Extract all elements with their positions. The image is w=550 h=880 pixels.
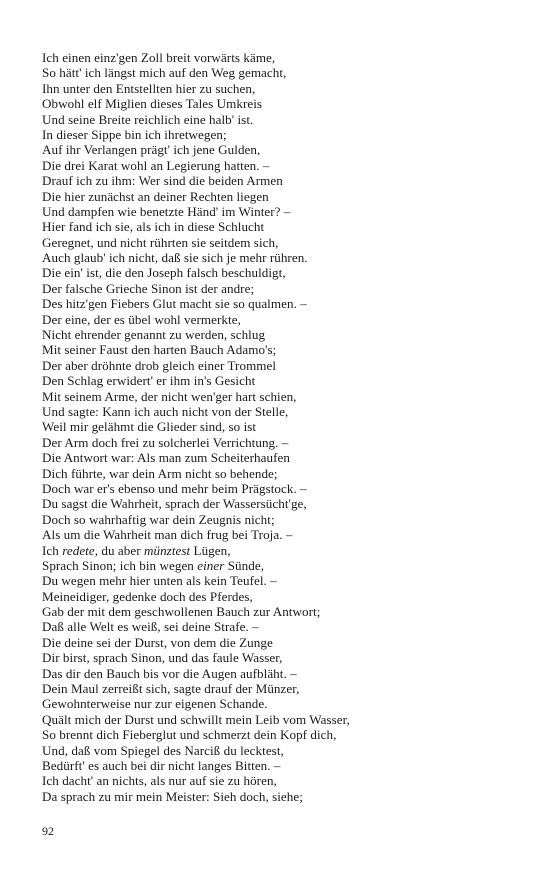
verse-line bbox=[42, 512, 522, 527]
verse-line bbox=[42, 81, 522, 96]
verse-text-run: Daß alle Welt es weiß, sei deine Strafe. – bbox=[42, 619, 259, 635]
verse-line bbox=[42, 342, 522, 357]
verse-text-run: Ich bbox=[42, 542, 63, 558]
verse-text bbox=[42, 50, 522, 804]
verse-line bbox=[42, 158, 522, 173]
verse-text-run: Dir birst, sprach Sinon, und das faule Wasser, bbox=[42, 650, 283, 666]
verse-line bbox=[42, 727, 522, 742]
verse-line bbox=[42, 235, 522, 250]
verse-line bbox=[42, 635, 522, 650]
verse-line bbox=[42, 604, 522, 619]
verse-line bbox=[42, 419, 522, 434]
emphasized-word: münztest bbox=[143, 542, 191, 558]
verse-line bbox=[42, 712, 522, 727]
verse-text-run: Auf ihr Verlangen prägt' ich jene Gulden, bbox=[42, 142, 261, 158]
verse-text-run: Dein Maul zerreißt sich, sagte drauf der Münzer, bbox=[42, 681, 300, 697]
verse-line bbox=[42, 127, 522, 142]
verse-line bbox=[42, 219, 522, 234]
verse-line bbox=[42, 265, 522, 280]
verse-text-run: Der aber dröhnte drob gleich einer Trommel bbox=[42, 357, 277, 373]
verse-text-run: Du wegen mehr hier unten als kein Teufel. – bbox=[42, 573, 277, 589]
verse-text-run: Das dir den Bauch bis vor die Augen aufbläht. – bbox=[42, 665, 297, 681]
verse-text-run: Doch so wahrhaftig war dein Zeugnis nicht; bbox=[42, 511, 275, 527]
verse-line bbox=[42, 773, 522, 788]
verse-text-run: Nicht ehrender genannt zu werden, schlug bbox=[42, 327, 266, 343]
verse-line bbox=[42, 312, 522, 327]
verse-text-run: Sprach Sinon; ich bin wegen bbox=[42, 557, 198, 573]
verse-text-run: Und sagte: Kann ich auch nicht von der Stelle, bbox=[42, 403, 289, 419]
emphasized-word: redete, bbox=[62, 542, 99, 558]
verse-text-run: Die drei Karat wohl an Legierung hatten. – bbox=[42, 157, 270, 173]
verse-line bbox=[42, 204, 522, 219]
verse-text-run: du aber bbox=[98, 542, 144, 558]
verse-text-run: Die Antwort war: Als man zum Scheiterhaufen bbox=[42, 450, 290, 466]
verse-text-run: Der falsche Grieche Sinon ist der andre; bbox=[42, 280, 255, 296]
verse-line bbox=[42, 96, 522, 111]
verse-line bbox=[42, 743, 522, 758]
verse-text-run: Ich einen einz'gen Zoll breit vorwärts käme, bbox=[42, 50, 276, 65]
verse-line bbox=[42, 296, 522, 311]
verse-text-run: Als um die Wahrheit man dich frug bei Troja. – bbox=[42, 527, 293, 543]
verse-text-run: Drauf ich zu ihm: Wer sind die beiden Armen bbox=[42, 173, 283, 189]
verse-text-run: Der Arm doch frei zu solcherlei Verrichtung. – bbox=[42, 434, 289, 450]
verse-text-run: Doch war er's ebenso und mehr beim Prägstock. – bbox=[42, 480, 307, 496]
verse-line bbox=[42, 650, 522, 665]
emphasized-word: einer bbox=[197, 557, 225, 573]
verse-line bbox=[42, 758, 522, 773]
verse-line bbox=[42, 573, 522, 588]
verse-text-run: Den Schlag erwidert' er ihm in's Gesicht bbox=[42, 373, 256, 389]
verse-text-run: In dieser Sippe bin ich ihretwegen; bbox=[42, 126, 227, 142]
verse-text-run: Obwohl elf Miglien dieses Tales Umkreis bbox=[42, 96, 263, 112]
verse-line bbox=[42, 619, 522, 634]
verse-line bbox=[42, 373, 522, 388]
verse-line bbox=[42, 189, 522, 204]
verse-line bbox=[42, 466, 522, 481]
verse-text-run: Und seine Breite reichlich eine halb' ist. bbox=[42, 111, 254, 127]
verse-text-run: Ihn unter den Entstellten hier zu suchen, bbox=[42, 80, 256, 96]
verse-text-run: So hätt' ich längst mich auf den Weg gemacht, bbox=[42, 65, 287, 81]
verse-line bbox=[42, 112, 522, 127]
verse-line bbox=[42, 589, 522, 604]
verse-line bbox=[42, 327, 522, 342]
verse-line bbox=[42, 543, 522, 558]
verse-text-run: Und dampfen wie benetzte Händ' im Winter? – bbox=[42, 203, 291, 219]
verse-text-run: Die ein' ist, die den Joseph falsch beschuldigt, bbox=[42, 265, 286, 281]
verse-text-run: Gewohnterweise nur zur eigenen Schande. bbox=[42, 696, 268, 712]
verse-text-run: Geregnet, und nicht rührten sie seitdem sich, bbox=[42, 234, 279, 250]
verse-text-run: Ich dacht' an nichts, als nur auf sie zu hören, bbox=[42, 773, 277, 789]
verse-line bbox=[42, 173, 522, 188]
verse-line bbox=[42, 450, 522, 465]
verse-text-run: So brennt dich Fieberglut und schmerzt dein Kopf dich, bbox=[42, 727, 337, 743]
verse-text-run: Sünde, bbox=[224, 557, 265, 573]
verse-line bbox=[42, 281, 522, 296]
verse-text-run: Auch glaub' ich nicht, daß sie sich je mehr rühren. bbox=[42, 250, 308, 266]
verse-text-run: Meineidiger, gedenke doch des Pferdes, bbox=[42, 588, 253, 604]
verse-text-run: Dich führte, war dein Arm nicht so behende; bbox=[42, 465, 278, 481]
verse-line bbox=[42, 527, 522, 542]
verse-line bbox=[42, 65, 522, 80]
verse-text-run: Lügen, bbox=[190, 542, 231, 558]
verse-text-run: Bedürft' es auch bei dir nicht langes Bitten. – bbox=[42, 757, 281, 773]
verse-text-run: Die deine sei der Durst, von dem die Zunge bbox=[42, 634, 273, 650]
verse-line bbox=[42, 681, 522, 696]
verse-text-run: Mit seinem Arme, der nicht wen'ger hart schien, bbox=[42, 388, 297, 404]
verse-text-run: Und, daß vom Spiegel des Narciß du lecktest, bbox=[42, 742, 284, 758]
verse-text-run: Des hitz'gen Fiebers Glut macht sie so qualmen. – bbox=[42, 296, 307, 312]
verse-line bbox=[42, 696, 522, 711]
verse-line bbox=[42, 666, 522, 681]
verse-text-run: Hier fand ich sie, als ich in diese Schlucht bbox=[42, 219, 265, 235]
verse-line bbox=[42, 789, 522, 804]
verse-line bbox=[42, 496, 522, 511]
verse-line bbox=[42, 404, 522, 419]
verse-line bbox=[42, 481, 522, 496]
page-number: 92 bbox=[42, 824, 54, 838]
verse-text-run: Da sprach zu mir mein Meister: Sieh doch, siehe; bbox=[42, 788, 303, 804]
verse-line bbox=[42, 389, 522, 404]
verse-line bbox=[42, 558, 522, 573]
verse-text-run: Du sagst die Wahrheit, sprach der Wassersücht'ge, bbox=[42, 496, 307, 512]
verse-line bbox=[42, 250, 522, 265]
verse-line bbox=[42, 358, 522, 373]
verse-line bbox=[42, 142, 522, 157]
verse-text-run: Die hier zunächst an deiner Rechten liegen bbox=[42, 188, 269, 204]
verse-text-run: Weil mir gelähmt die Glieder sind, so ist bbox=[42, 419, 257, 435]
verse-text-run: Mit seiner Faust den harten Bauch Adamo's; bbox=[42, 342, 277, 358]
verse-text-run: Gab der mit dem geschwollenen Bauch zur Antwort; bbox=[42, 604, 321, 620]
verse-text-run: Quält mich der Durst und schwillt mein Leib vom Wasser, bbox=[42, 711, 350, 727]
verse-line bbox=[42, 50, 522, 65]
verse-line bbox=[42, 435, 522, 450]
verse-text-run: Der eine, der es übel wohl vermerkte, bbox=[42, 311, 241, 327]
